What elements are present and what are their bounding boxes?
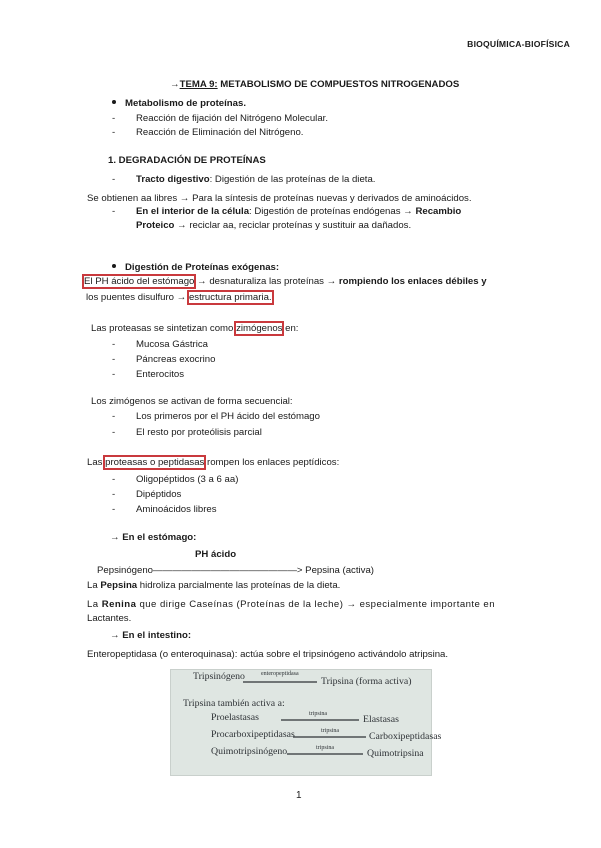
- intestino-heading: → En el intestino:: [110, 630, 192, 641]
- list-item: - Páncreas exocrino: [112, 354, 216, 365]
- bullet-text: Metabolismo de proteínas.: [125, 98, 247, 109]
- list-item-text: Dipéptidos: [136, 489, 182, 500]
- tracto-line: - Tracto digestivo: Digestión de las proteínas de la dieta.: [112, 174, 376, 185]
- list-item: - El resto por proteólisis parcial: [112, 427, 262, 438]
- list-item: - Enterocitos: [112, 369, 184, 380]
- list-item-text: Reacción de Eliminación del Nitrógeno.: [136, 127, 304, 138]
- pepsina-bold: Pepsina: [100, 580, 138, 591]
- ph-text: → desnaturaliza las proteínas →: [194, 276, 339, 287]
- renina-line-2: Lactantes.: [87, 613, 132, 624]
- figure-enzyme: tripsina: [309, 711, 327, 717]
- figure-enzyme: tripsina: [316, 745, 334, 751]
- ph-line-2: [86, 292, 272, 304]
- list-item-text: El resto por proteólisis parcial: [136, 427, 262, 438]
- list-item: - Dipéptidos: [112, 489, 182, 500]
- interior-bold-2: Proteico: [136, 220, 175, 231]
- figure-label: Procarboxipeptidasas: [211, 729, 295, 740]
- bullet-digestion: [112, 262, 279, 274]
- renina-bold: Renina: [101, 599, 137, 610]
- trypsin-activation-figure: [170, 669, 442, 776]
- title-arrow: →: [170, 79, 180, 90]
- list-item-text: Los primeros por el PH ácido del estómago: [136, 411, 320, 422]
- list-item: - Mucosa Gástrica: [112, 339, 208, 350]
- figure-label: Carboxipeptidasas: [369, 731, 442, 742]
- list-item-text: Enterocitos: [136, 369, 184, 380]
- highlight-box: estructura primaria.: [188, 292, 272, 303]
- bullet-text: Digestión de Proteínas exógenas:: [125, 262, 280, 273]
- page-title: [170, 79, 459, 91]
- list-item: - Los primeros por el PH ácido del estómago: [112, 411, 320, 422]
- tracto-label: Tracto digestivo: [136, 174, 210, 185]
- renina-pre: La: [87, 599, 102, 610]
- list-item-text: Páncreas exocrino: [136, 354, 216, 365]
- proteasas-line: [91, 323, 298, 335]
- figure-enzyme: tripsina: [321, 728, 339, 734]
- highlight-box: El PH ácido del estómago: [84, 276, 195, 287]
- figure-label: Quimotripsina: [367, 748, 424, 759]
- list-item-text: Aminoácidos libres: [136, 504, 217, 515]
- title-text: METABOLISMO DE COMPUESTOS NITROGENADOS: [217, 79, 460, 90]
- proteasas-text: Las proteasas se sintetizan como: [91, 323, 237, 334]
- rompen-line: [87, 457, 339, 469]
- pepsinogeno-line: Pepsinógeno———————————————> Pepsina (activa): [97, 565, 374, 576]
- renina-line: [87, 599, 495, 611]
- list-item: - Oligopéptidos (3 a 6 aa): [112, 474, 239, 485]
- zimogenos-line: Los zimógenos se activan de forma secuencial:: [91, 396, 293, 407]
- page-number: 1: [296, 790, 302, 801]
- figure-label: Quimotripsinógeno: [211, 746, 288, 757]
- pepsina-line: [87, 580, 340, 592]
- page-header: BIOQUÍMICA-BIOFÍSICA: [467, 39, 570, 49]
- figure-label: Tripsinógeno: [193, 671, 245, 682]
- highlight-box: proteasas o peptidasas: [105, 457, 205, 468]
- tracto-text: : Digestión de las proteínas de la dieta.: [209, 174, 376, 185]
- bullet-metabolismo: [112, 98, 246, 110]
- interior-label: En el interior de la célula: [136, 206, 250, 217]
- title-tema: TEMA 9:: [179, 79, 218, 90]
- interior-line: - En el interior de la célula: Digestión de proteínas endógenas → Recambio: [112, 206, 462, 217]
- bullet-icon: [112, 100, 116, 104]
- bullet-icon: [112, 264, 116, 268]
- figure-label: Elastasas: [363, 714, 399, 725]
- ph-bold: rompiendo los enlaces débiles y: [338, 276, 487, 287]
- figure-label: Tripsina (forma activa): [321, 676, 412, 687]
- section-heading: 1. DEGRADACIÓN DE PROTEÍNAS: [108, 155, 266, 166]
- list-item-text: Reacción de fijación del Nitrógeno Molecular.: [136, 113, 328, 124]
- list-item-text: Oligopéptidos (3 a 6 aa): [136, 474, 239, 485]
- figure-enzyme: enteropeptidasa: [261, 671, 299, 677]
- interior-text: : Digestión de proteínas endógenas →: [249, 206, 416, 217]
- renina-text: que dirige Caseínas (Proteínas de la leche) → especialmente importante en: [136, 599, 495, 610]
- ph-text-2: los puentes disulfuro →: [86, 292, 189, 303]
- interior-text-2: → reciclar aa, reciclar proteínas y sustituir aa dañados.: [174, 220, 412, 231]
- list-item: - Reacción de fijación del Nitrógeno Molecular.: [112, 113, 328, 124]
- list-item-text: Mucosa Gástrica: [136, 339, 208, 350]
- estomago-heading: → En el estómago:: [110, 532, 197, 543]
- rompen-text-2: rompen los enlaces peptídicos:: [204, 457, 340, 468]
- interior-line-2: [136, 220, 411, 232]
- list-item: - Reacción de Eliminación del Nitrógeno.: [112, 127, 304, 138]
- pepsina-text: hidroliza parcialmente las proteínas de la dieta.: [137, 580, 341, 591]
- obtienen-line: Se obtienen aa libres → Para la síntesis de proteínas nuevas y derivados de aminoácidos.: [87, 193, 472, 204]
- highlight-box: zimógenos: [236, 323, 283, 334]
- pepsina-pre: La: [87, 580, 101, 591]
- enteropeptidasa-line: Enteropeptidasa (o enteroquinasa): actúa sobre el tripsinógeno activándolo atripsina.: [87, 649, 449, 660]
- rompen-text: Las: [87, 457, 106, 468]
- ph-acido-label: PH ácido: [195, 549, 237, 560]
- interior-bold: Recambio: [415, 206, 462, 217]
- ph-line: [84, 276, 487, 288]
- figure-label: Proelastasas: [211, 712, 259, 723]
- list-item: - Aminoácidos libres: [112, 504, 217, 515]
- figure-caption: Tripsina también activa a:: [183, 698, 285, 709]
- proteasas-text-2: en:: [282, 323, 299, 334]
